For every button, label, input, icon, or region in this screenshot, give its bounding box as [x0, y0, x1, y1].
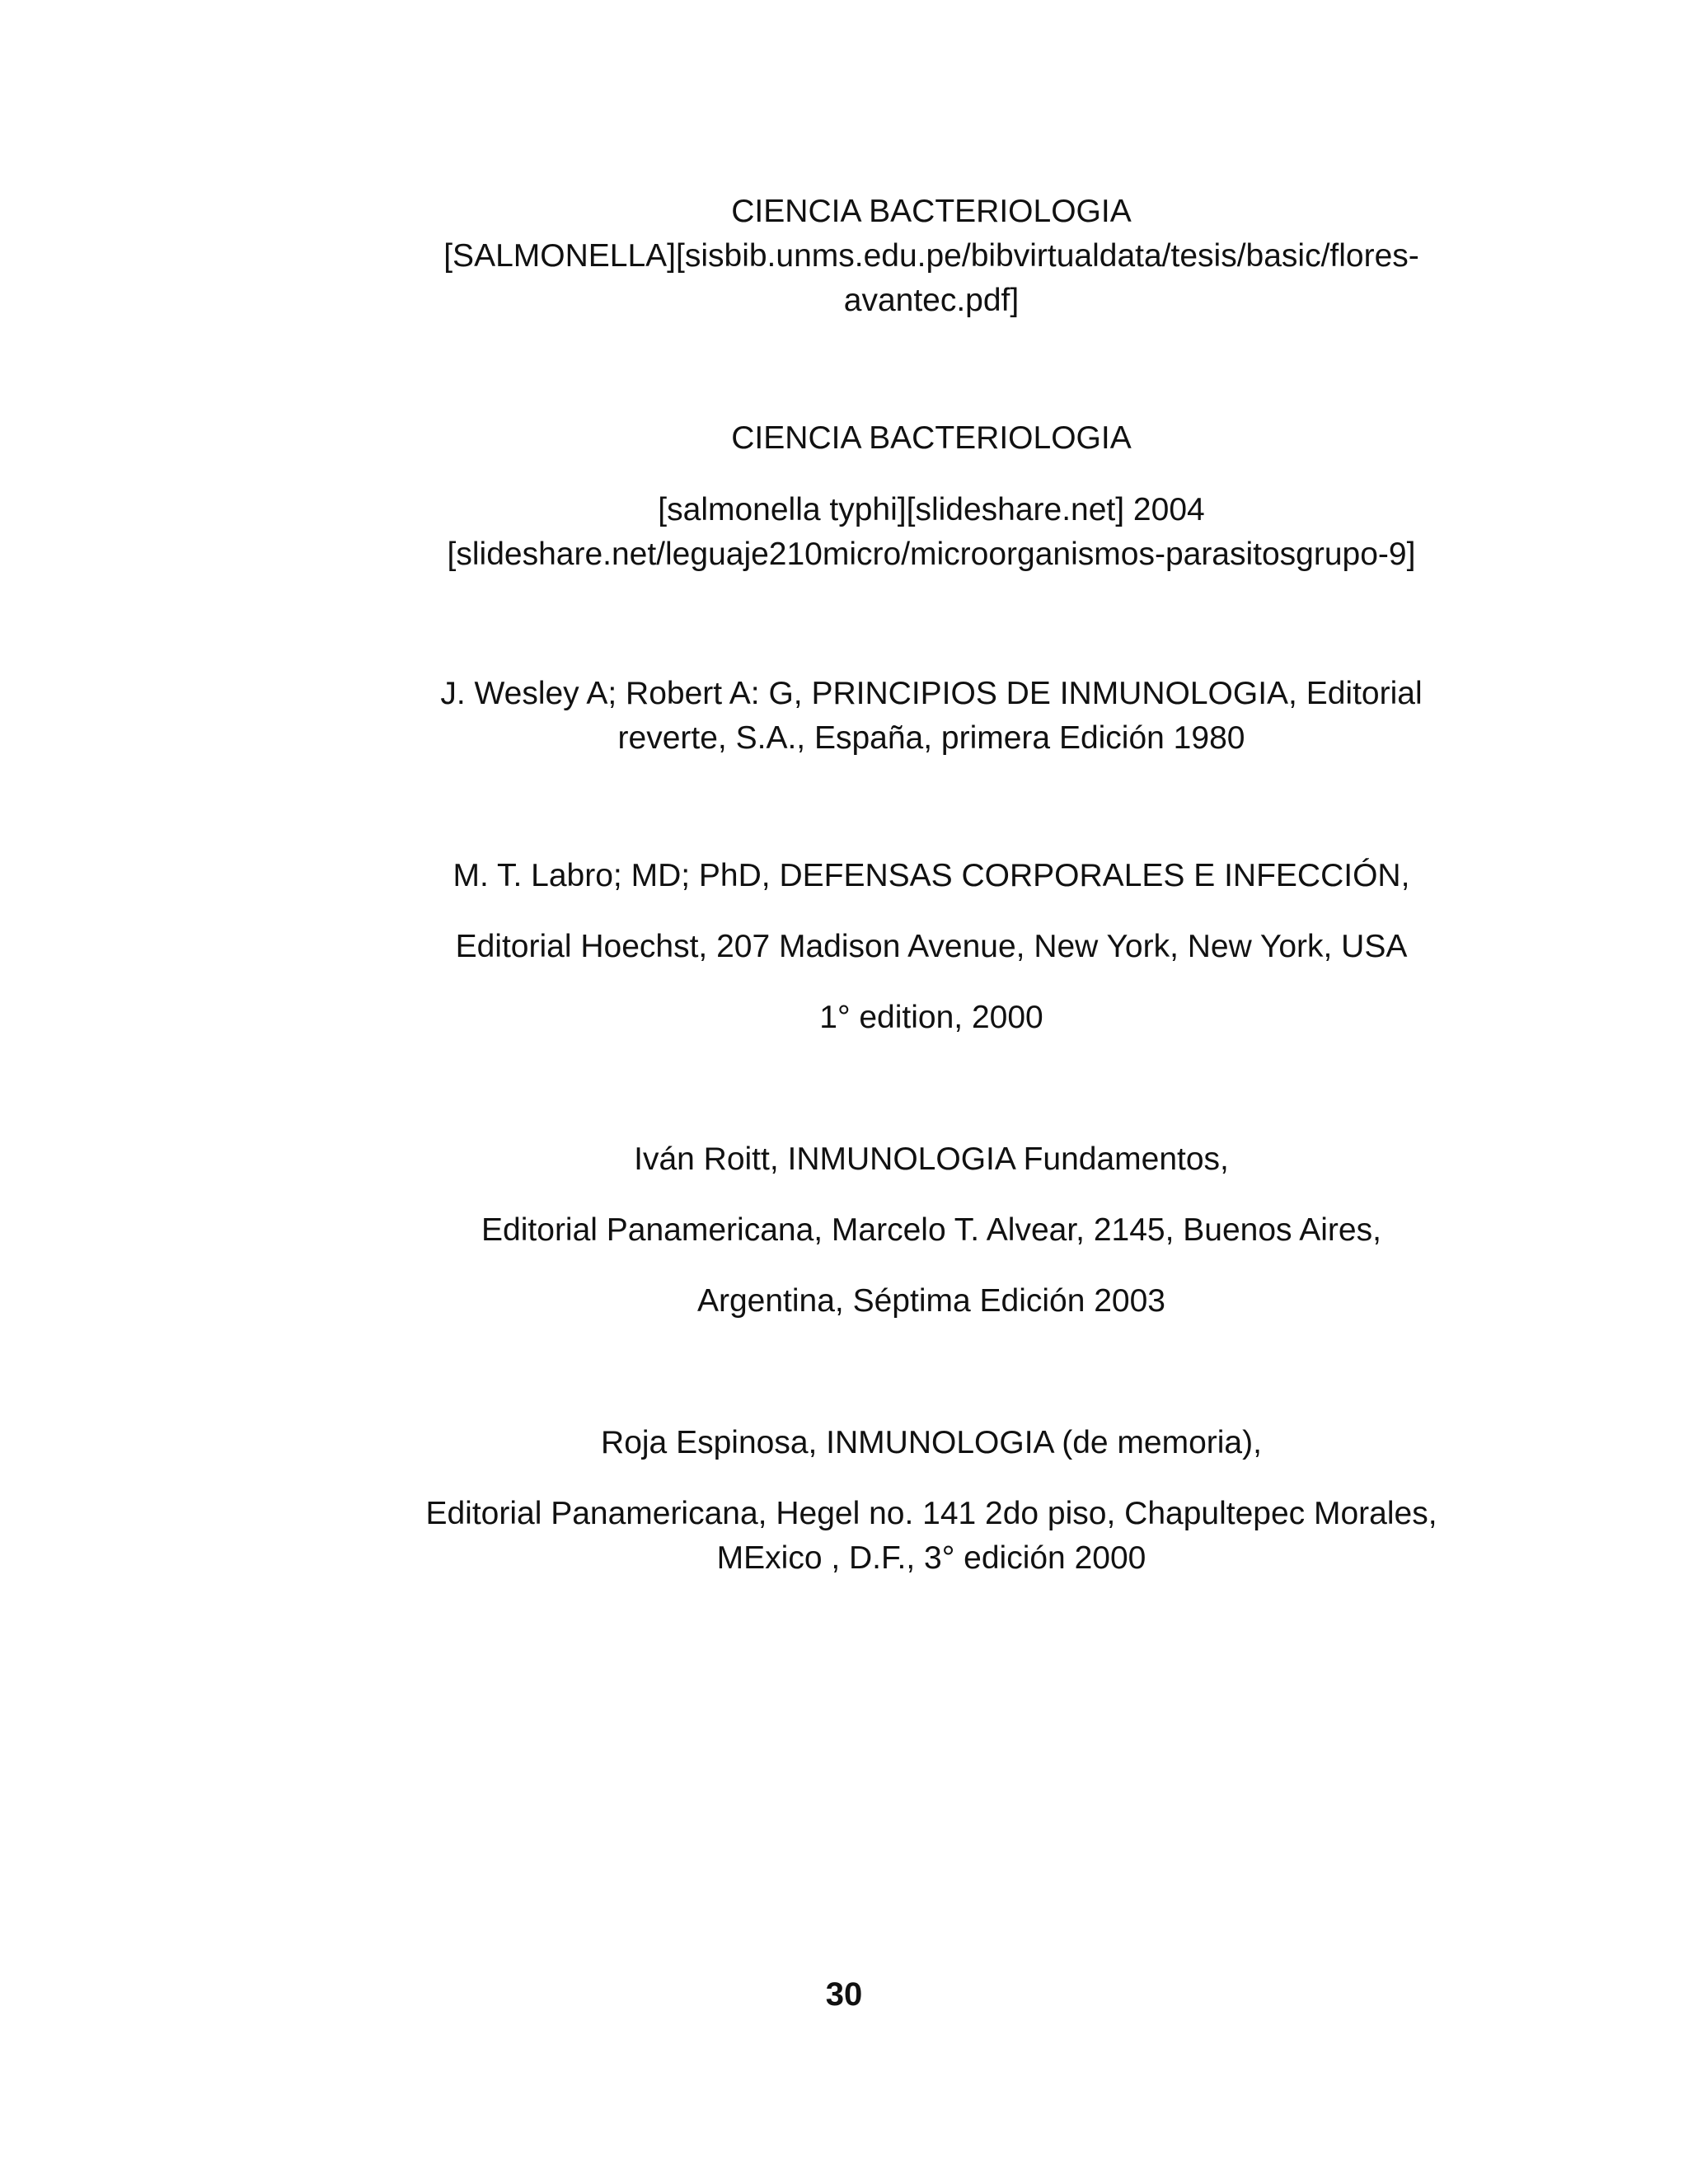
reference-line: Roja Espinosa, INMUNOLOGIA (de memoria),: [601, 1425, 1262, 1460]
reference-line: Editorial Hoechst, 207 Madison Avenue, New York, New York, USA: [455, 929, 1408, 964]
page-number: 30: [825, 1976, 863, 2013]
reference-line: [salmonella typhi][slideshare.net] 2004: [658, 492, 1205, 527]
reference-6-publisher: [379, 1492, 1484, 1581]
reference-2: [379, 416, 1484, 461]
reference-3: [379, 672, 1484, 761]
reference-line: [SALMONELLA][sisbib.unms.edu.pe/bibvirtualdata/tesis/basic/flores-: [443, 238, 1419, 274]
reference-2-body: [379, 488, 1484, 577]
reference-5-publisher: [379, 1208, 1484, 1253]
reference-line: Iván Roitt, INMUNOLOGIA Fundamentos,: [634, 1141, 1229, 1177]
reference-6: [379, 1421, 1484, 1465]
reference-title: CIENCIA BACTERIOLOGIA: [731, 420, 1132, 456]
reference-line: M. T. Labro; MD; PhD, DEFENSAS CORPORALES E INFECCIÓN,: [452, 858, 1410, 893]
reference-line: Editorial Panamericana, Marcelo T. Alvear, 2145, Buenos Aires,: [481, 1212, 1381, 1248]
reference-line: J. Wesley A; Robert A: G, PRINCIPIOS DE INMUNOLOGIA, Editorial: [440, 676, 1423, 711]
reference-line: MExico , D.F., 3° edición 2000: [716, 1540, 1146, 1576]
reference-line: Argentina, Séptima Edición 2003: [696, 1283, 1166, 1319]
reference-line: 1° edition, 2000: [819, 1000, 1043, 1035]
reference-4: [379, 854, 1484, 898]
reference-line: avantec.pdf]: [843, 283, 1020, 318]
reference-5: [379, 1137, 1484, 1182]
reference-line: reverte, S.A., España, primera Edición 1980: [617, 720, 1245, 756]
reference-5-edition: [379, 1279, 1484, 1324]
reference-4-edition: [379, 996, 1484, 1040]
reference-1: [379, 190, 1484, 323]
reference-line: [slideshare.net/leguaje210micro/microorganismos-parasitosgrupo-9]: [447, 537, 1416, 572]
reference-line: CIENCIA BACTERIOLOGIA: [731, 194, 1132, 229]
reference-line: Editorial Panamericana, Hegel no. 141 2do piso, Chapultepec Morales,: [425, 1496, 1437, 1531]
reference-4-publisher: [379, 925, 1484, 969]
